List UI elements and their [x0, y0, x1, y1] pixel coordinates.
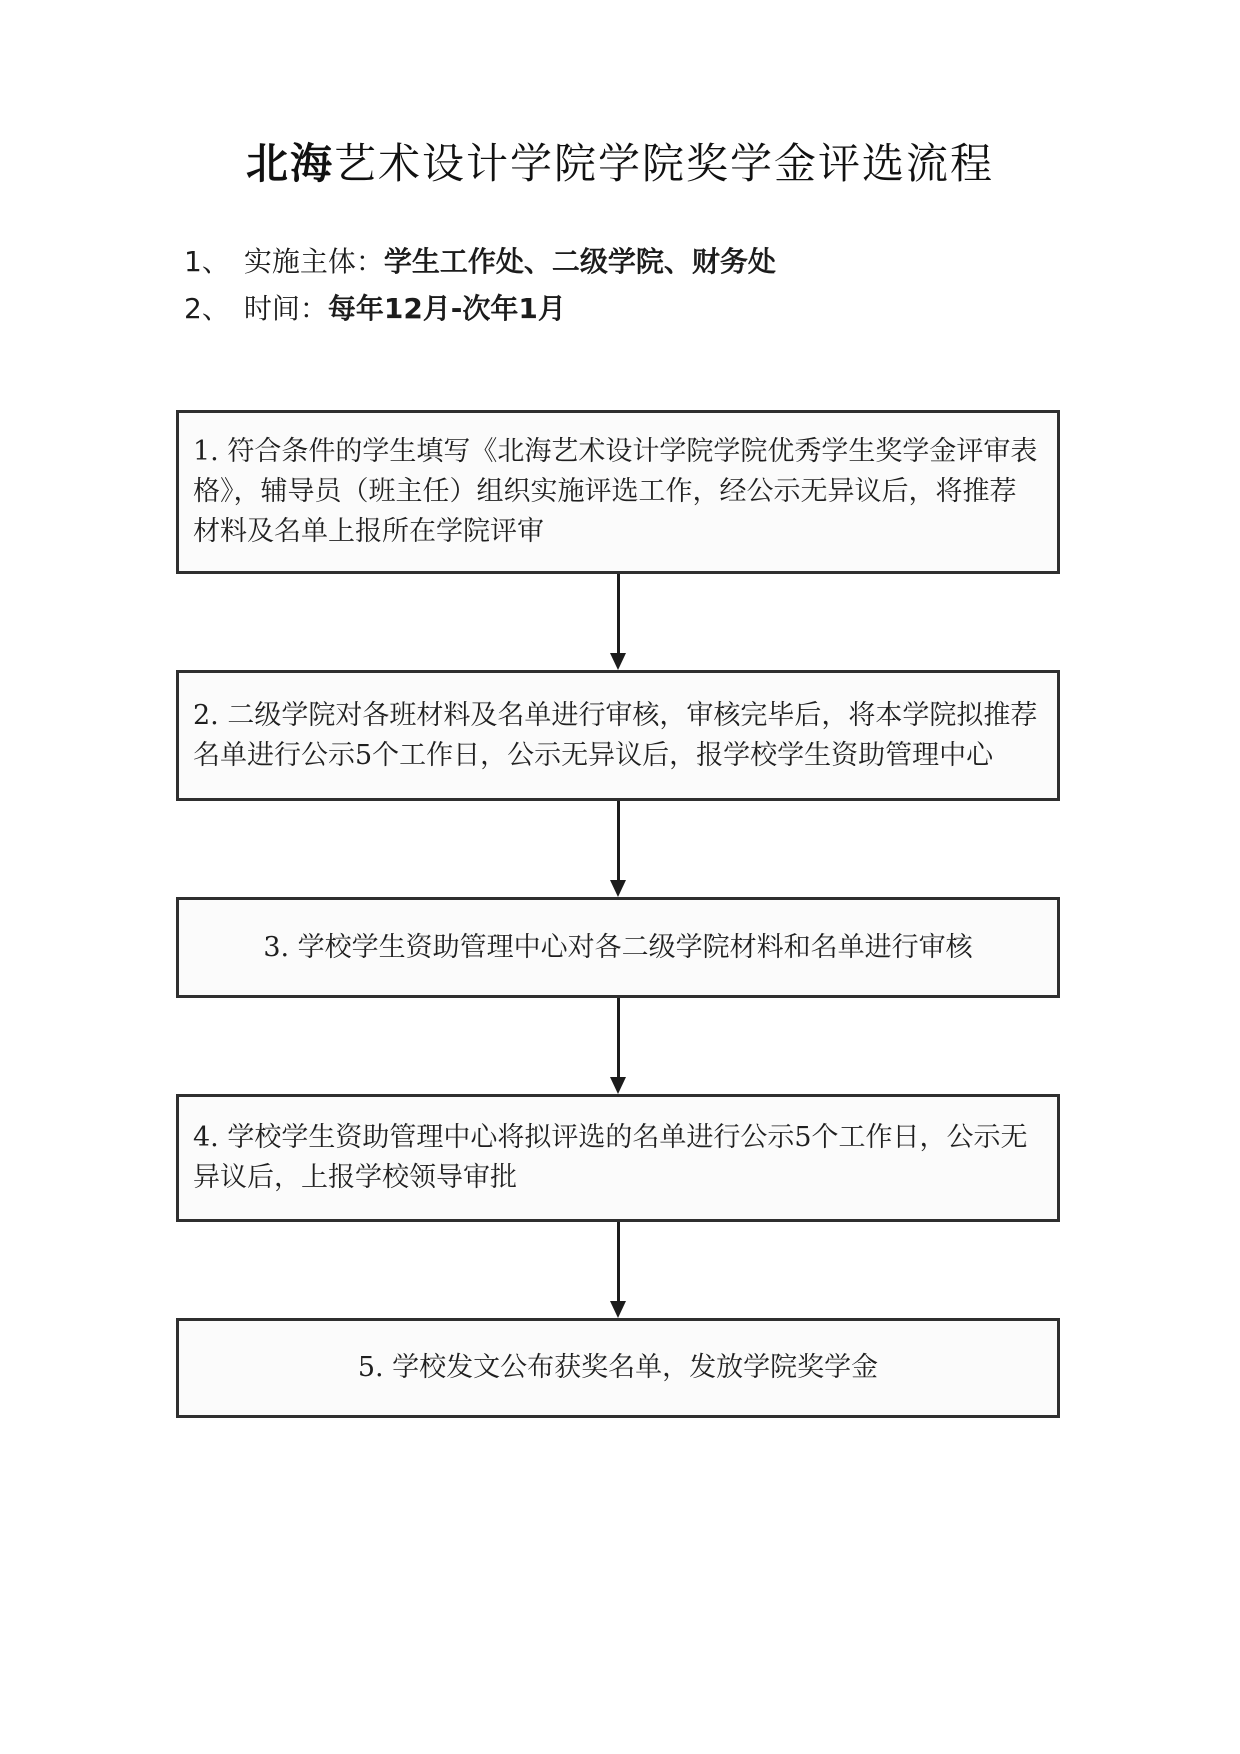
meta-list [184, 238, 1240, 332]
flow-connector-3 [176, 998, 1060, 1094]
meta-item-time [184, 285, 1240, 332]
flow-step-1 [176, 410, 1060, 574]
title-rest: 艺术设计学院学院奖学金评选流程 [334, 139, 995, 188]
flow-step-4 [176, 1094, 1060, 1222]
arrow-line [617, 998, 620, 1077]
arrow-down-icon [610, 880, 626, 897]
arrow-down-icon [610, 1301, 626, 1318]
meta-2-value: 每年12月-次年1月 [327, 292, 566, 325]
meta-1-number: 1、 [184, 245, 230, 278]
flow-connector-2 [176, 801, 1060, 897]
flowchart [176, 410, 1060, 1418]
flow-connector-1 [176, 574, 1060, 670]
flow-step-2 [176, 670, 1060, 801]
meta-item-subject [184, 238, 1240, 285]
flow-connector-4 [176, 1222, 1060, 1318]
meta-2-number: 2、 [184, 292, 230, 325]
arrow-down-icon [610, 653, 626, 670]
flow-step-5-text: 5. 学校发文公布获奖名单，发放学院奖学金 [357, 1352, 879, 1383]
arrow-line [617, 1222, 620, 1301]
page-title [0, 136, 1240, 192]
arrow-line [617, 801, 620, 880]
meta-1-label: 实施主体： [243, 245, 384, 278]
arrow-line [617, 574, 620, 653]
arrow-down-icon [610, 1077, 626, 1094]
flow-step-1-text: 1. 符合条件的学生填写《北海艺术设计学院学院优秀学生奖学金评审表格》，辅导员（班主任）组织实施评选工作，经公示无异议后，将推荐材料及名单上报所在学院评审 [193, 436, 1038, 547]
title-emphasis: 北海 [245, 139, 334, 188]
flow-step-3-text: 3. 学校学生资助管理中心对各二级学院材料和名单进行审核 [263, 931, 973, 963]
flow-step-4-text: 4. 学校学生资助管理中心将拟评选的名单进行公示5个工作日，公示无异议后，上报学校领导审批 [193, 1122, 1028, 1193]
flow-step-2-text: 2. 二级学院对各班材料及名单进行审核，审核完毕后，将本学院拟推荐名单进行公示5个工作日，公示无异议后，报学校学生资助管理中心 [193, 699, 1038, 771]
meta-1-value: 学生工作处、二级学院、财务处 [383, 245, 776, 278]
meta-2-label: 时间： [243, 292, 328, 325]
flow-step-5 [176, 1318, 1060, 1418]
flow-step-3 [176, 897, 1060, 998]
